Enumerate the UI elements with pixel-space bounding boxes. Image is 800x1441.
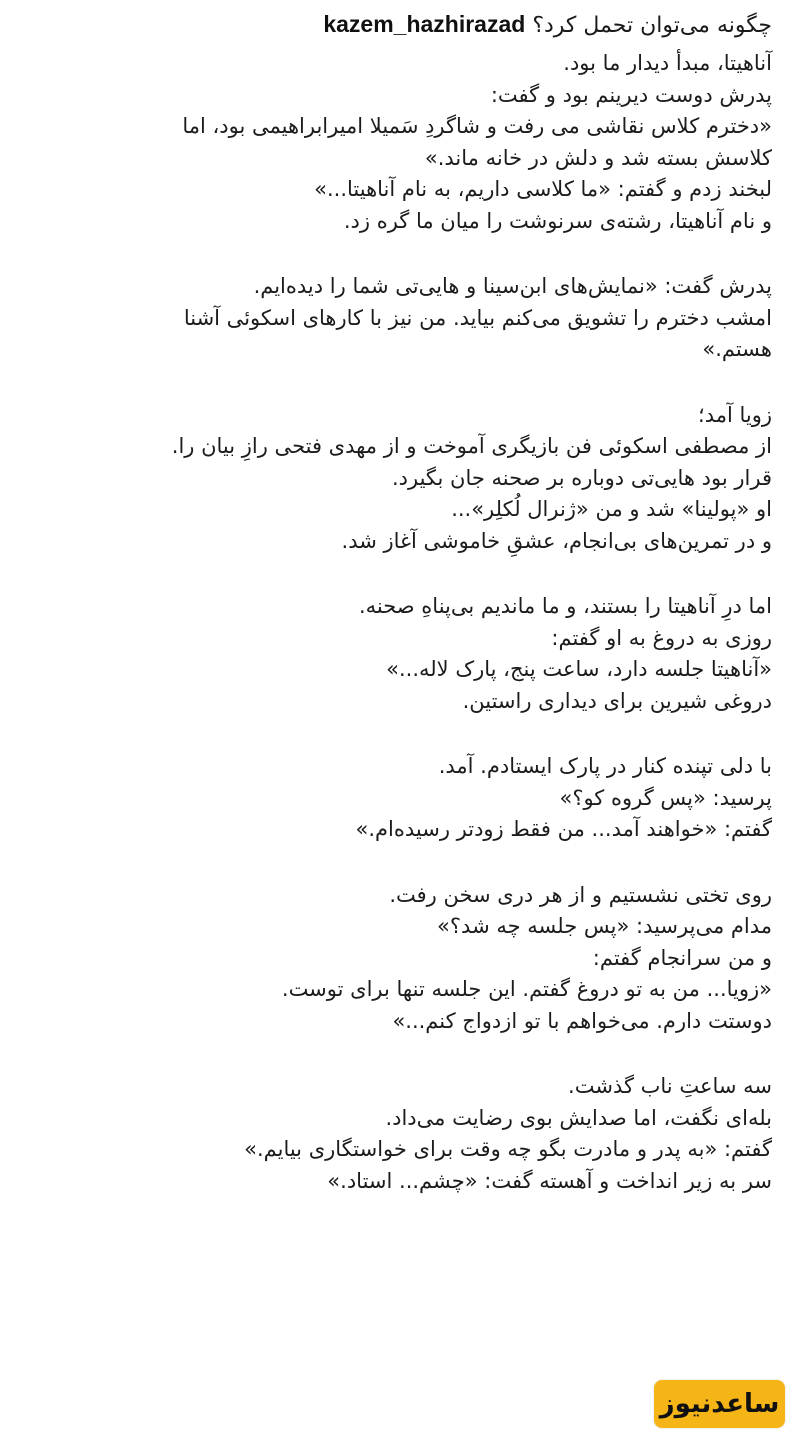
- paragraph-5: [30, 751, 772, 846]
- text-line: روزی به دروغ به او گفتم:: [551, 625, 772, 650]
- text-line: با دلی تپنده کنار در پارک ایستادم. آمد.: [438, 754, 772, 778]
- text-line: گفتم: «به پدر و مادرت بگو چه وقت برای خواستگاری بیایم.»: [244, 1137, 772, 1161]
- text-line: او «پولینا» شد و من «ژنرال لُکلِر»...: [451, 497, 772, 521]
- text-line: دوستت دارم. می‌خواهم با تو ازدواج کنم...»: [392, 1008, 772, 1033]
- text-line: کلاسش بسته شد و دلش در خانه ماند.»: [424, 145, 772, 170]
- text-line: دروغی شیرین برای دیداری راستین.: [462, 688, 772, 713]
- text-line: سه ساعتِ ناب گذشت.: [568, 1074, 772, 1098]
- username-link[interactable]: kazem_hazhirazad: [323, 11, 526, 37]
- paragraph-3: [30, 400, 772, 558]
- text-line: و در تمرین‌های بی‌انجام، عشقِ خاموشی آغاز شد.: [341, 528, 772, 553]
- caption-header: [30, 6, 772, 42]
- text-line: قرار بود هایی‌تی دوباره بر صحنه جان بگیرد.: [391, 465, 772, 490]
- paragraph-7: [30, 1071, 772, 1197]
- text-line: «آناهیتا جلسه دارد، ساعت پنج، پارک لاله...»: [386, 657, 772, 681]
- post-title: چگونه می‌توان تحمل کرد؟: [532, 13, 772, 38]
- text-line: پرسید: «پس گروه کو؟»: [559, 785, 772, 810]
- text-line: از مصطفی اسکوئی فن بازیگری آموخت و از مهدی فتحی رازِ بیان را.: [171, 434, 772, 458]
- text-line: و من سرانجام گفتم:: [592, 945, 772, 970]
- watermark-label: ساعدنیوز: [659, 1389, 780, 1419]
- text-line: بله‌ای نگفت، اما صدایش بوی رضایت می‌داد.: [385, 1105, 772, 1130]
- paragraph-1: [30, 48, 772, 237]
- text-line: و نام آناهیتا، رشته‌ی سرنوشت را میان ما گره زد.: [343, 208, 772, 233]
- text-line: پدرش دوست دیرینم بود و گفت:: [490, 82, 772, 107]
- paragraph-4: [30, 591, 772, 717]
- text-line: اما درِ آناهیتا را بستند، و ما ماندیم بی‌پناهِ صحنه.: [358, 594, 772, 618]
- text-line: آناهیتا، مبدأ دیدار ما بود.: [563, 51, 772, 75]
- paragraph-2: [30, 271, 772, 366]
- text-line: هستم.»: [702, 337, 772, 361]
- text-line: زویا آمد؛: [698, 402, 772, 427]
- saednews-watermark-logo: [654, 1380, 785, 1428]
- text-line: روی تختی نشستیم و از هر دری سخن رفت.: [389, 882, 772, 907]
- text-line: «دخترم کلاس نقاشی می رفت و شاگردِ سَمیلا امیرابراهیمی بود، اما: [182, 114, 772, 138]
- text-line: گفتم: «خواهند آمد... من فقط زودتر رسیده‌ام.»: [355, 817, 772, 841]
- text-line: سر به زیر انداخت و آهسته گفت: «چشم... استاد.»: [327, 1168, 772, 1193]
- text-line: پدرش گفت: «نمایش‌های ابن‌سینا و هایی‌تی شما را دیده‌ایم.: [253, 274, 772, 298]
- paragraph-6: [30, 880, 772, 1038]
- text-line: لبخند زدم و گفتم: «ما کلاسی داریم، به نام آناهیتا...»: [314, 177, 772, 201]
- post-caption: [30, 6, 772, 1197]
- text-line: «زویا... من به تو دروغ گفتم. این جلسه تنها برای توست.: [281, 977, 772, 1001]
- text-line: مدام می‌پرسید: «پس جلسه چه شد؟»: [437, 914, 772, 938]
- text-line: امشب دخترم را تشویق می‌کنم بیاید. من نیز با کارهای اسکوئی آشنا: [183, 305, 772, 330]
